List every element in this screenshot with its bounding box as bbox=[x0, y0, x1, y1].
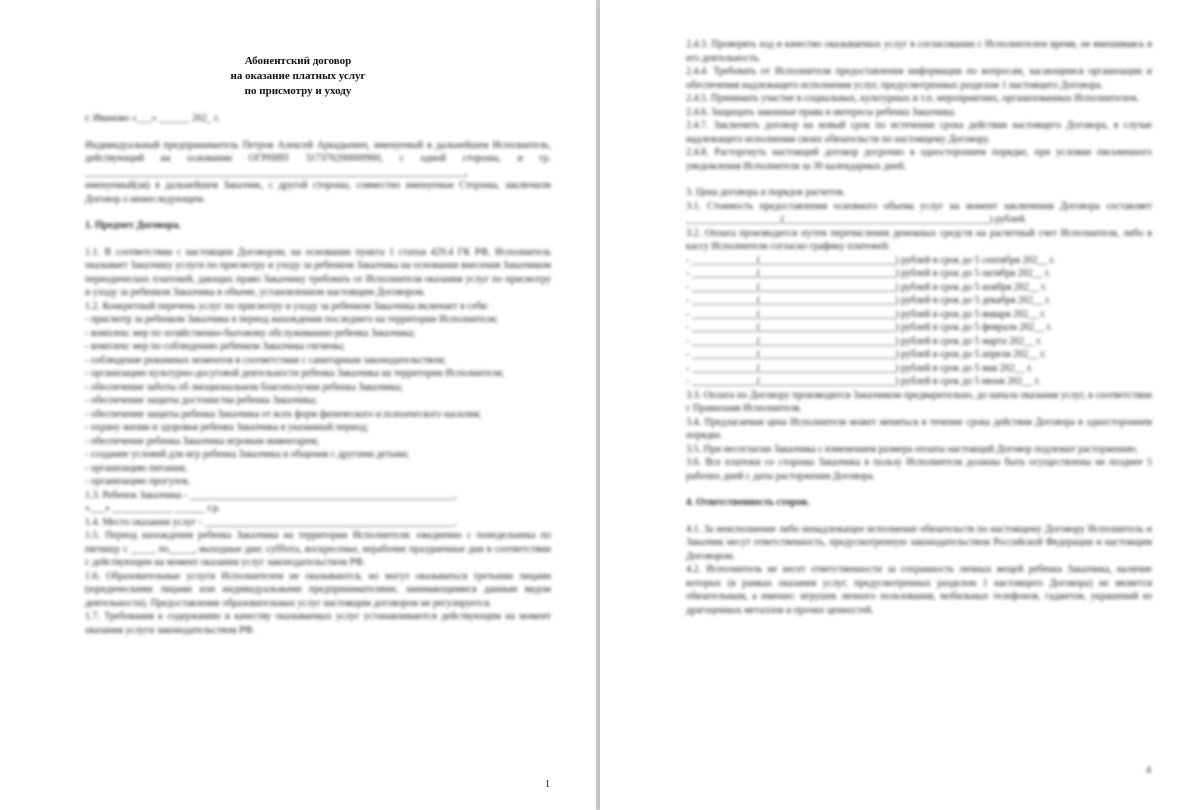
document-paragraph: - обеспечение заботы об эмоциональном благополучии ребенка Заказчика; bbox=[85, 381, 403, 393]
document-paragraph: - _____________(___________________________) рублей в срок до 5 апреля 202__ г. bbox=[686, 349, 1047, 360]
document-title bbox=[0, 54, 596, 99]
document-paragraph: - организацию прогулок. bbox=[85, 476, 191, 487]
paragraph-spacer bbox=[85, 126, 551, 139]
document-paragraph: 3.2. Оплата производится путем перечисления денежных средств на расчетный счет Исполнителя, либо в кассу Исполнителя согласно графику платежей: bbox=[686, 227, 1152, 252]
paragraph-spacer bbox=[686, 173, 1152, 186]
document-paragraph: 1.5. Период нахождения ребенка Заказчика на территории Исполнителя: ежедневно с понедельника по пятницу с _____ по_____, выходные дни: суббота, воскресенье, нерабочие праздничные дни в соответствии с действующим на момент оказания услуг законодательством РФ. bbox=[85, 530, 551, 568]
document-paragraph: 1.6. Образовательные услуги Исполнителем не оказываются, но могут оказываться третьими лицами (юридическими лицами или индивидуальными предпринимателями, занимающимися данным видом деятельности). Предоставление образовательных услуг настоящим договором не регулируется. bbox=[85, 570, 551, 609]
document-page-left bbox=[0, 0, 596, 810]
document-paragraph: - комплекс мер по хозяйственно-бытовому обслуживанию ребенка Заказчика; bbox=[85, 327, 416, 339]
document-paragraph: - соблюдение режимных моментов в соответствии с санитарным законодательством; bbox=[85, 354, 447, 366]
document-paragraph: - _____________(___________________________) рублей в срок до 5 февраля 202__ г. bbox=[686, 322, 1053, 333]
page-left-body-text bbox=[85, 112, 551, 637]
document-paragraph: - присмотр за ребенком Заказчика в период нахождения последнего на территории Исполнителя; bbox=[85, 314, 498, 325]
document-paragraph: 2.4.3. Проверять ход и качество оказываемых услуг в согласовании с Исполнителем время, не вмешиваясь в его деятельность. bbox=[686, 39, 1152, 64]
section-heading: 1. Предмет Договора. bbox=[85, 220, 181, 231]
document-paragraph: 3.5. При несогласии Заказчика с изменением размера оплаты настоящий Договор подлежит расторжению. bbox=[686, 443, 1139, 455]
document-paragraph: - обеспечение защиты ребенка Заказчика от всех форм физического и психического насилия; bbox=[85, 408, 482, 420]
document-paragraph: - _____________(___________________________) рублей в срок до 5 октября 202__ г. bbox=[686, 268, 1051, 279]
page-number-left: 1 bbox=[545, 779, 550, 790]
document-paragraph: - обеспечение ребенка Заказчика игровым инвентарем; bbox=[85, 435, 320, 447]
document-paragraph: - _____________(___________________________) рублей в срок до 5 июня 202__ г. bbox=[686, 376, 1041, 387]
document-paragraph: 2.4.5. Принимать участие в социальных, культурных и т.п. мероприятиях, организованных Исполнителем. bbox=[686, 93, 1139, 104]
document-paragraph: - _____________(___________________________) рублей в срок до 5 марта 202__ г. bbox=[686, 335, 1042, 347]
document-paragraph: Индивидуальный предприниматель Петров Алексей Аркадьевич, именуемый в дальнейшем Исполнитель, действующий на основании ОГРНИП 317370200000960, с одной стороны, и гр. ____________________________________________________________________________, bbox=[85, 139, 551, 178]
document-paragraph: 2.4.4. Требовать от Исполнителя предоставления информации по вопросам, касающимся организации и обеспечения надлежащего исполнения услуг, предусмотренных разделом 1 настоящего Договора. bbox=[686, 66, 1152, 91]
document-paragraph: именуемый(ая) в дальнейшем Заказчик, с другой стороны, совместно именуемые Стороны, заключили Договор о нижеследующем: bbox=[85, 180, 551, 205]
section-heading: 4. Ответственность сторон. bbox=[686, 497, 810, 508]
document-paragraph: - организацию питания; bbox=[85, 462, 187, 474]
document-paragraph: - организацию культурно-досуговой деятельности ребенка Заказчика на территории Исполнителя; bbox=[85, 368, 505, 379]
document-paragraph: 4.2. Исполнитель не несет ответственности за сохранность личных вещей ребенка Заказчика, наличие которых (в рамках оказания услуг, предусмотренных разделом 1 настоящего Договора) не является обязательным, а именно: игрушек личного пользования, мобильных телефонов, гаджетов, украшений из драгоценных металлов и прочих ценностей. bbox=[686, 564, 1152, 616]
document-paragraph: 1.1. В соответствии с настоящим Договором, на основании пункта 1 статьи 429.4 ГК РФ, Исполнитель оказывает Заказчику услуги по присмотру и уходу за ребенком Заказчика на основании внесения Заказчиком периодических платежей, дающих право Заказчику требовать от Исполнителя оказания услуг по присмотру и уходу за ребенком Заказчика в объеме, установленном настоящим Договором. bbox=[85, 246, 551, 298]
document-paragraph: - _____________(___________________________) рублей в срок до 5 декабря 202__ г. bbox=[686, 295, 1051, 306]
document-paragraph: г. Иваново «___» ______ 202_ г. bbox=[85, 113, 220, 124]
title-line-2: на оказание платных услуг bbox=[230, 70, 366, 82]
document-paragraph: 3.1. Стоимость предоставления основного объема услуг на момент заключения Договора составляет ___________________(_________________________________________) рублей. bbox=[686, 200, 1152, 225]
title-line-3: по присмотру и уходу bbox=[244, 85, 352, 97]
document-paragraph: 2.4.8. Расторгнуть настоящий договор досрочно в одностороннем порядке, при условии письменного уведомления Исполнителя за 30 календарных дней. bbox=[686, 147, 1152, 172]
document-paragraph: 1.7. Требования к содержанию и качеству оказываемых услуг устанавливаются действующим на момент оказания услуги законодательством РФ. bbox=[85, 611, 551, 636]
document-paragraph: 3. Цена договора и порядок расчетов. bbox=[686, 187, 846, 198]
document-paragraph: - _____________(___________________________) рублей в срок до 5 сентября 202__ г. bbox=[686, 254, 1056, 266]
document-paragraph: 2.4.6. Защищать законные права и интересы ребенка Заказчика. bbox=[686, 106, 957, 118]
document-paragraph: 3.4. Предлагаемая цена Исполнителя может меняться в течение срока действия Договора в одностороннем порядке. bbox=[686, 416, 1152, 441]
page-right-body-text bbox=[686, 38, 1152, 617]
document-paragraph: - _____________(___________________________) рублей в срок до 5 ноября 202__ г. bbox=[686, 281, 1047, 293]
document-paragraph: 1.2. Конкретный перечень услуг по присмотру и уходу за ребенком Заказчика включает в себя: bbox=[85, 300, 489, 312]
paragraph-spacer bbox=[686, 510, 1152, 523]
document-paragraph: 4.1. За неисполнение либо ненадлежащее исполнение обязательств по настоящему Договору Исполнитель и Заказчик несут ответственность, предусмотренную законодательством Российской Федерации и настоящим Договором. bbox=[686, 523, 1152, 562]
document-paragraph: - комплекс мер по соблюдению ребенком Заказчика гигиены; bbox=[85, 341, 345, 352]
document-page-right bbox=[600, 0, 1199, 810]
document-paragraph: 2.4.7. Заключить договор на новый срок по истечении срока действия настоящего Договора, в случае надлежащего исполнения своих обязательств по настоящему Договору. bbox=[686, 120, 1152, 145]
paragraph-spacer bbox=[686, 483, 1152, 496]
document-paragraph: - охрану жизни и здоровья ребенка Заказчика в указанный период; bbox=[85, 422, 369, 433]
document-paragraph: 3.3. Оплата по Договору производится Заказчиком предварительно, до начала оказания услуг, в соответствии с Правилами Исполнителя. bbox=[686, 389, 1152, 414]
page-number-right: 4 bbox=[1146, 765, 1151, 776]
document-paragraph: - _____________(___________________________) рублей в срок до 5 января 202__ г. bbox=[686, 308, 1047, 320]
title-line-1: Абонентский договор bbox=[244, 55, 352, 67]
paragraph-spacer bbox=[85, 206, 551, 219]
document-paragraph: 3.6. Все платежи со стороны Заказчика в пользу Исполнителя должны быть осуществлены не позднее 5 рабочих дней с даты расторжения Договора. bbox=[686, 457, 1152, 482]
paragraph-spacer bbox=[85, 233, 551, 246]
document-paragraph: - обеспечение защиты достоинства ребенка Заказчика; bbox=[85, 395, 318, 406]
document-paragraph: «___» ____________ ______ г.р. bbox=[85, 503, 221, 514]
document-paragraph: - создание условий для игр ребенка Заказчика и общения с другими детьми; bbox=[85, 449, 410, 460]
document-paragraph: 1.4. Место оказания услуг - __________________________________________________. bbox=[85, 516, 457, 528]
document-paragraph: 1.3. Ребенок Заказчика - _____________________________________________________, bbox=[85, 489, 458, 501]
document-paragraph: - _____________(___________________________) рублей в срок до 5 мая 202__ г. bbox=[686, 362, 1033, 374]
